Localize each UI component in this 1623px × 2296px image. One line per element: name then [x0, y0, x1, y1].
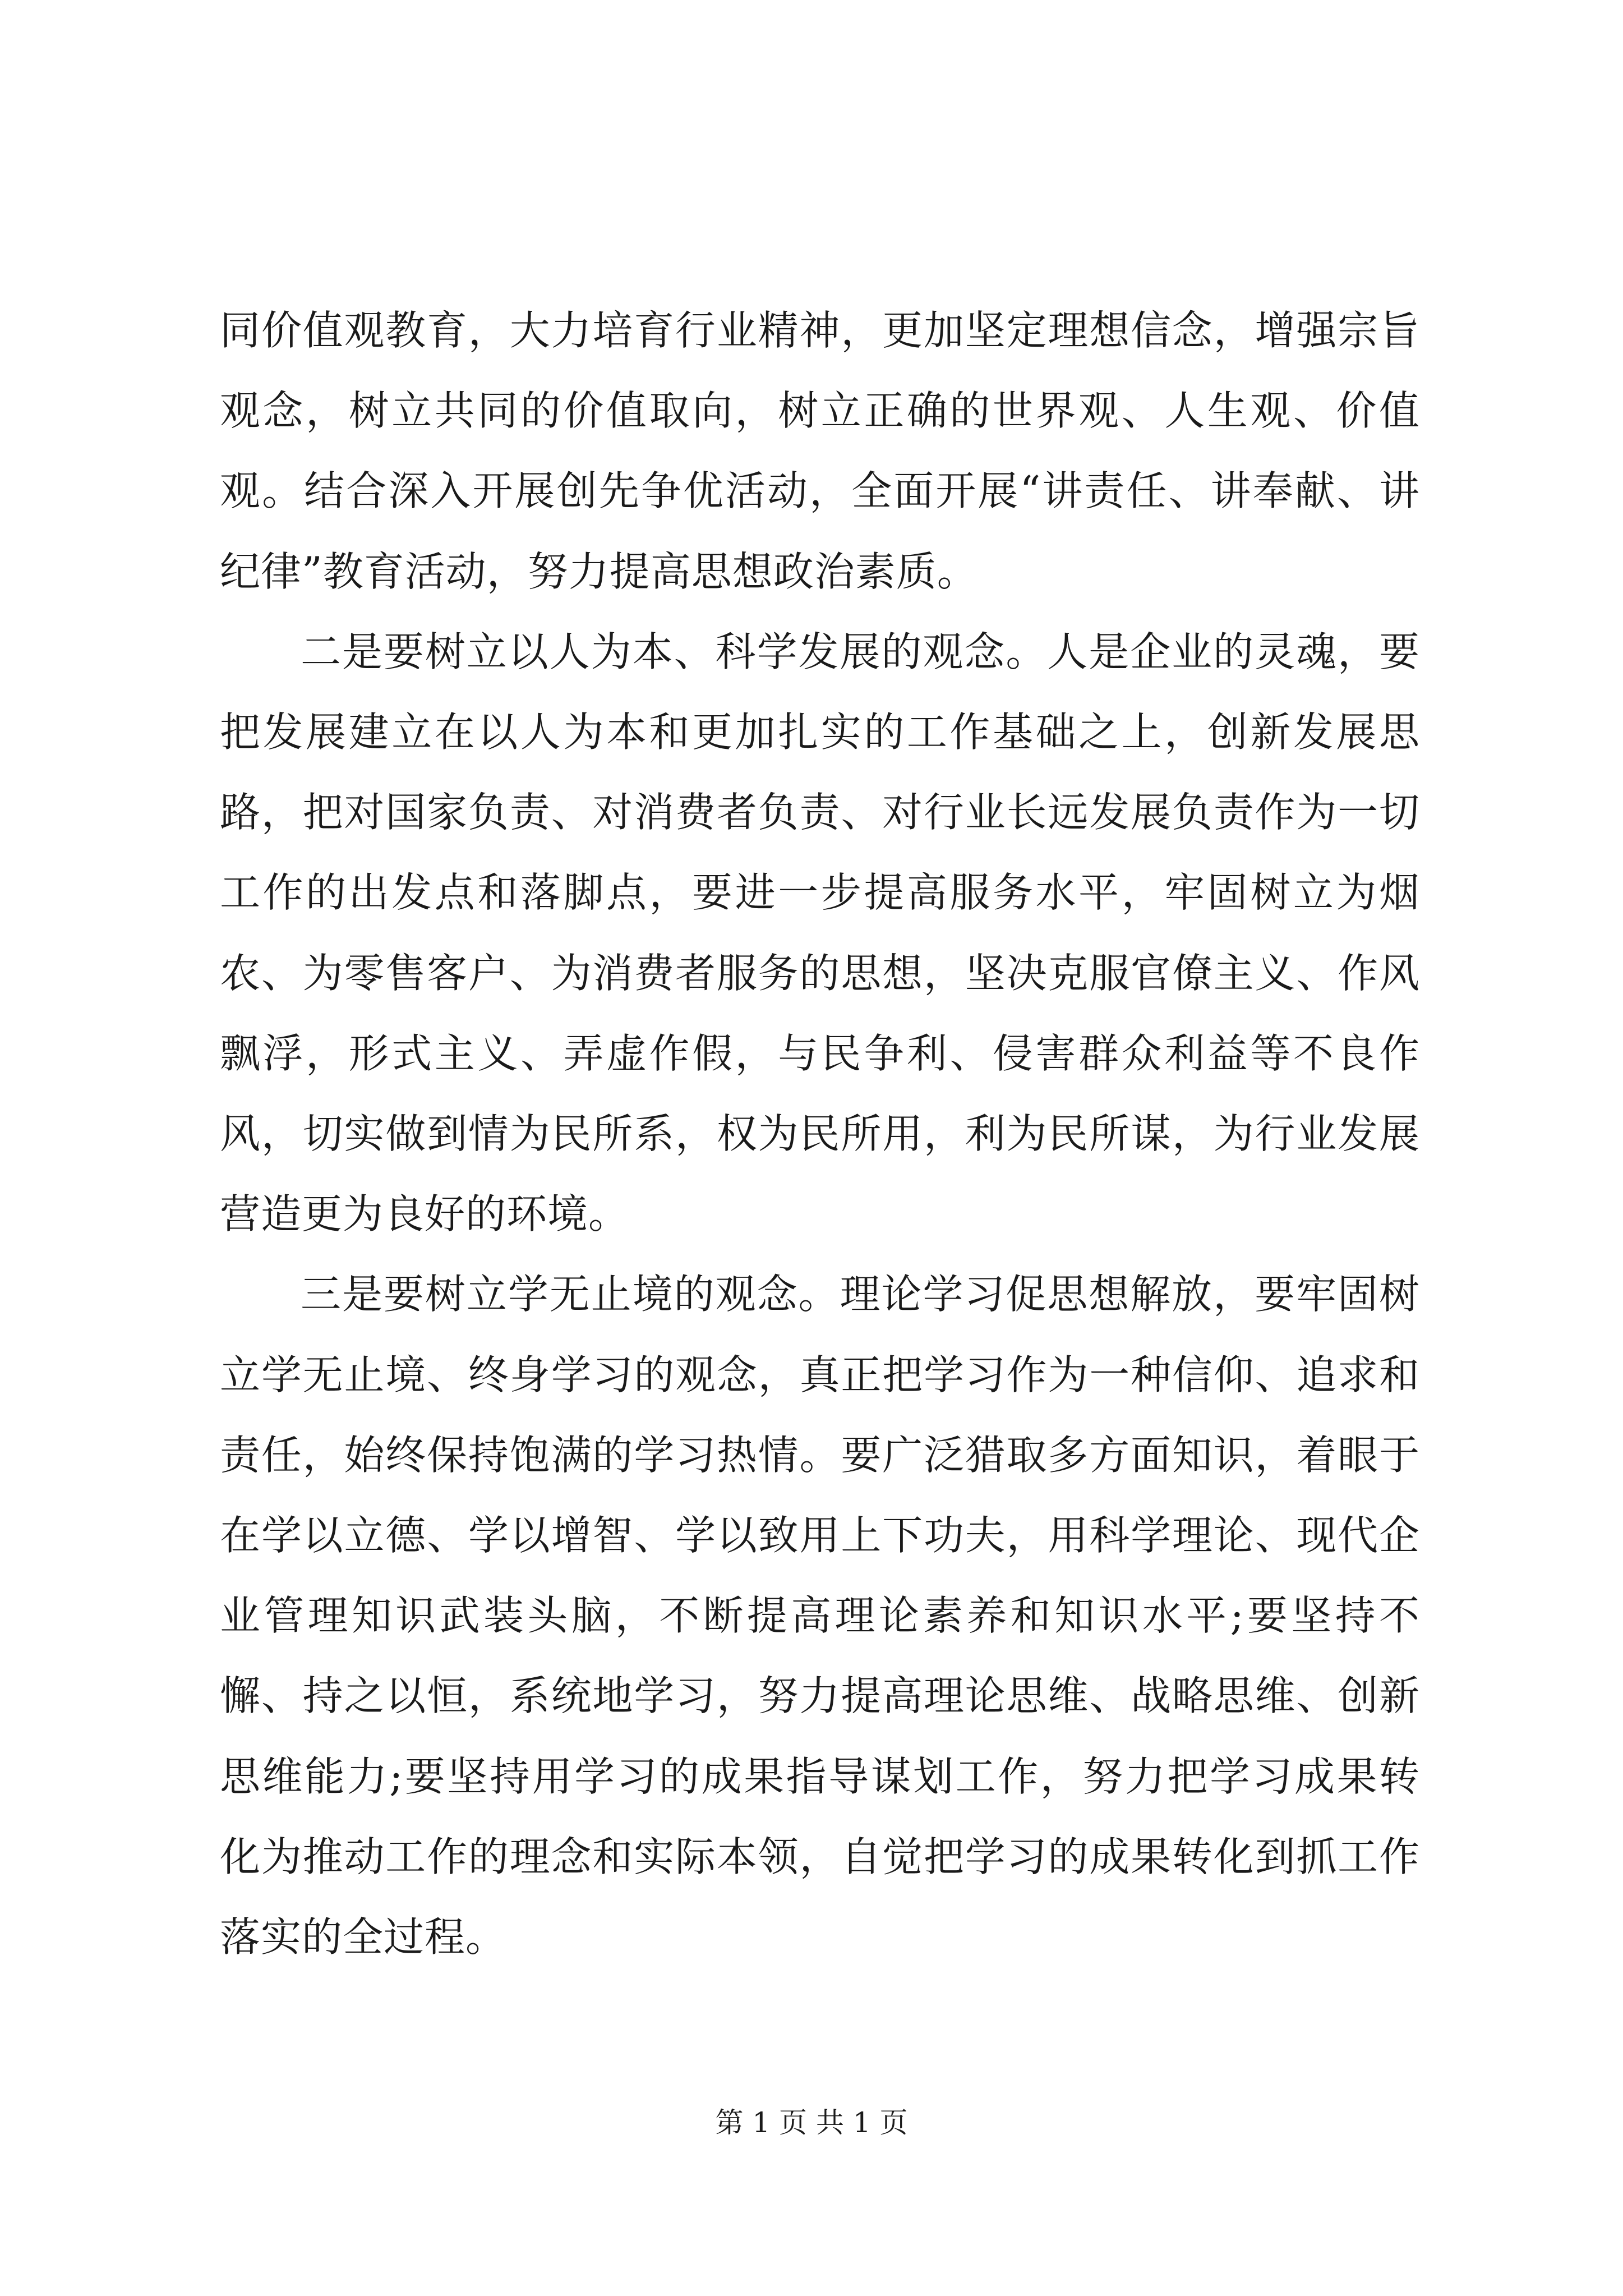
paragraph-people-oriented: 二是要树立以人为本、科学发展的观念。人是企业的灵魂，要把发展建立在以人为本和更加扎实的工作基础之上，创新发展思路，把对国家负责、对消费者负责、对行业长远发展负责作为一切工作的出发点和落脚点，要进一步提高服务水平，牢固树立为烟农、为零售客户、为消费者服务的思想，坚决克服官僚主义、作风飘浮，形式主义、弄虚作假，与民争利、侵害群众利益等不良作风，切实做到情为民所系，权为民所用，利为民所谋，为行业发展营造更为良好的环境。: [220, 628, 1420, 1238]
document-body: [220, 291, 1420, 1977]
paragraph-lifelong-learning: 三是要树立学无止境的观念。理论学习促思想解放，要牢固树立学无止境、终身学习的观念，真正把学习作为一种信仰、追求和责任，始终保持饱满的学习热情。要广泛猎取多方面知识，着眼于在学以立德、学以增智、学以致用上下功夫，用科学理论、现代企业管理知识武装头脑，不断提高理论素养和知识水平;要坚持不懈、持之以恒，系统地学习，努力提高理论思维、战略思维、创新思维能力;要坚持用学习的成果指导谋划工作，努力把学习成果转化为推动工作的理念和实际本领，自觉把学习的成果转化到抓工作落实的全过程。: [220, 1271, 1420, 1961]
paragraph-continued: 同价值观教育，大力培育行业精神，更加坚定理想信念，增强宗旨观念，树立共同的价值取向，树立正确的世界观、人生观、价值观。结合深入开展创先争优活动，全面开展“讲责任、讲奉献、讲纪律”教育活动，努力提高思想政治素质。: [220, 307, 1420, 595]
page-footer: 第 1 页 共 1 页: [715, 2106, 908, 2139]
